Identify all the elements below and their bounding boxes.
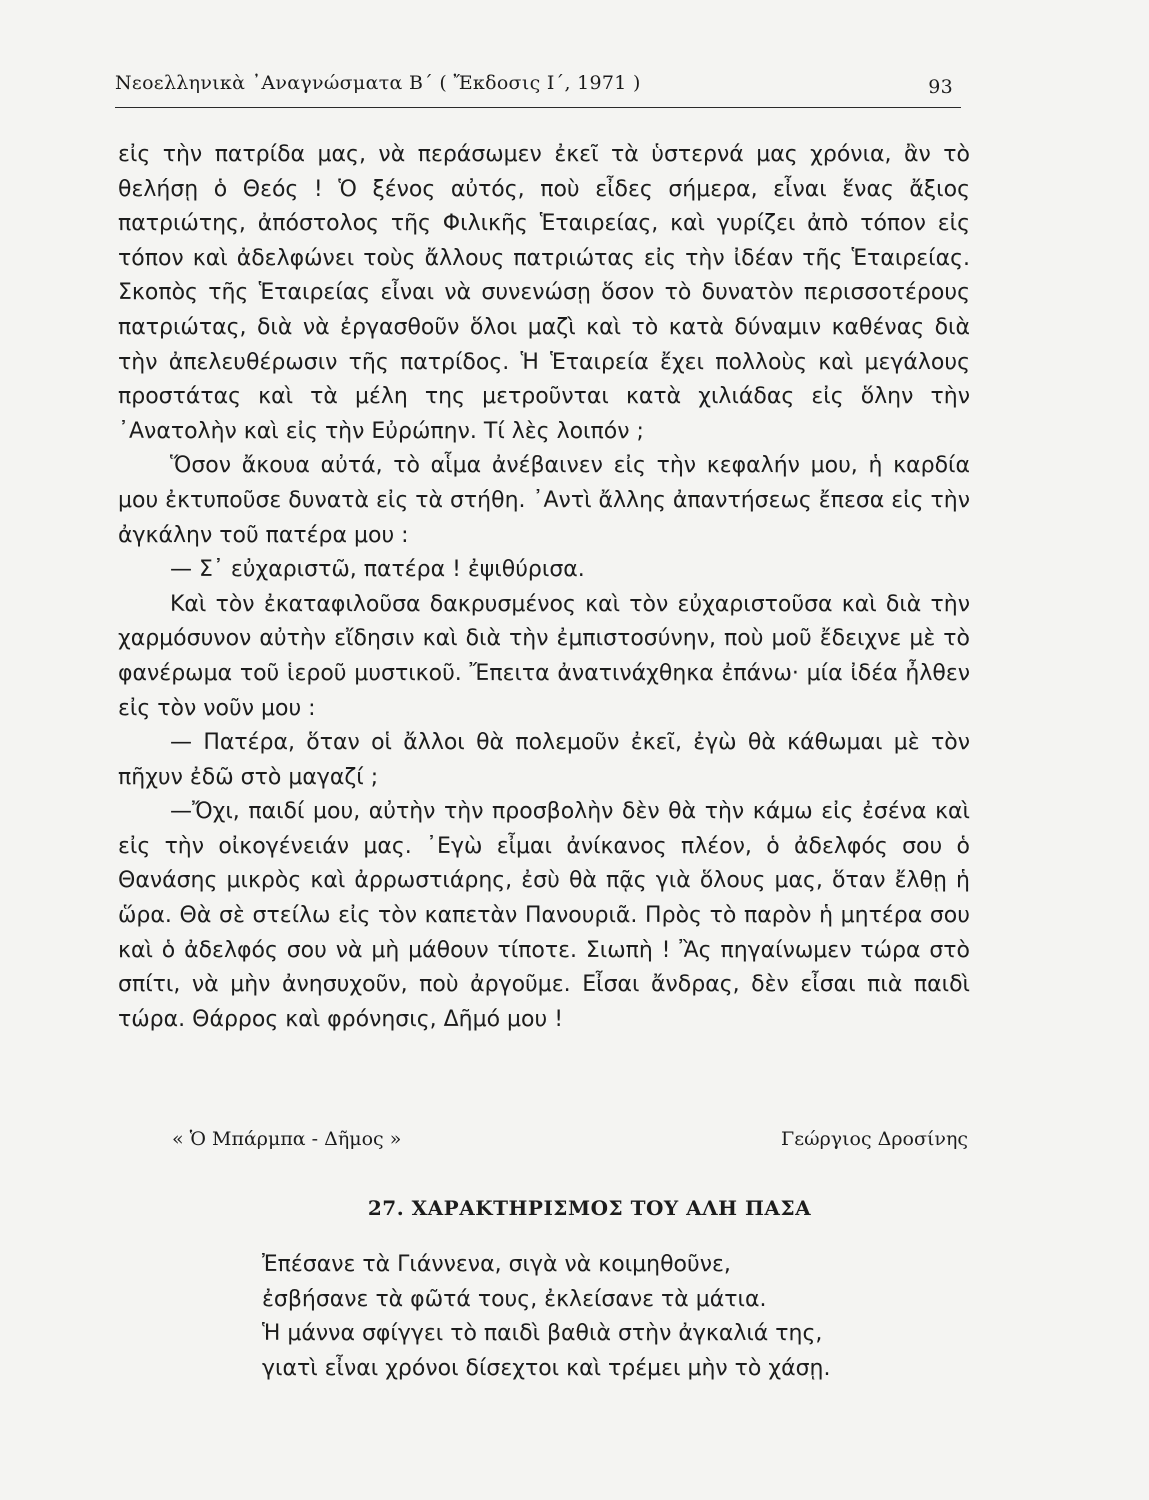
paragraph: Καὶ τὸν ἐκαταφιλοῦσα δακρυσμένος καὶ τὸν εὐχαριστοῦσα καὶ διὰ τὴν χαρμόσυνον αὐτὴν εἴδησιν καὶ διὰ τὴν ἐμπιστοσύνην, ποὺ μοῦ ἔδειχνε μὲ τὸ φανέρωμα τοῦ ἱεροῦ μυστικοῦ. Ἔπειτα ἀνατινάχθηκα ἐπάνω· μία ἰδέα ἦλθεν εἰς τὸν νοῦν μου : (118, 591, 970, 721)
citation (172, 1128, 968, 1150)
poem-line: ἐσβήσανε τὰ φῶτά τους, ἐκλείσανε τὰ μάτια. (262, 1286, 767, 1312)
page-number: 93 (928, 76, 953, 98)
citation-author: Γεώργιος Δροσίνης (781, 1128, 968, 1150)
citation-source: « Ὁ Μπάρμπα - Δῆμος » (172, 1128, 402, 1150)
poem-line: Ἡ μάννα σφίγγει τὸ παιδὶ βαθιὰ στὴν ἀγκαλιά της, (262, 1321, 823, 1346)
dialogue-line: —Ὄχι, παιδί μου, αὐτὴν τὴν προσβολὴν δὲν θὰ τὴν κάμω εἰς ἐσένα καὶ εἰς τὴν οἰκογένειάν μας. ᾿Εγὼ εἶμαι ἀνίκανος πλέον, ὁ ἀδελφός σου ὁ Θανάσης μικρὸς καὶ ἀρρωστιάρης, ἐσὺ θὰ πᾷς γιὰ ὅλους μας, ὅταν ἔλθῃ ἡ ὥρα. Θὰ σὲ στείλω εἰς τὸν καπετὰν Πανουριᾶ. Πρὸς τὸ παρὸν ἡ μητέρα σου καὶ ὁ ἀδελφός σου νὰ μὴ μάθουν τίποτε. Σιωπὴ ! Ἂς πηγαίνωμεν τώρα στὸ σπίτι, νὰ μὴν ἀνησυχοῦν, ποὺ ἀργοῦμε. Εἶσαι ἄνδρας, δὲν εἶσαι πιὰ παιδὶ τώρα. Θάρρος καὶ φρόνησις, Δῆμό μου ! (118, 799, 970, 1032)
header-rule (115, 107, 961, 108)
poem-line: γιατὶ εἶναι χρόνοι δίσεχτοι καὶ τρέμει μὴν τὸ χάσῃ. (262, 1355, 831, 1381)
prose-body (118, 138, 970, 1037)
dialogue-line: — Πατέρα, ὅταν οἱ ἄλλοι θὰ πολεμοῦν ἐκεῖ, ἐγὼ θὰ κάθωμαι μὲ τὸν πῆχυν ἐδῶ στὸ μαγαζί ; (118, 730, 970, 790)
running-title: Νεοελληνικὰ ᾿Αναγνώσματα Β΄ ( Ἔκδοσις Ι΄, 1971 ) (115, 72, 641, 94)
poem-line: Ἐπέσανε τὰ Γιάννενα, σιγὰ νὰ κοιμηθοῦνε, (262, 1252, 731, 1277)
dialogue-line: — Σ᾿ εὐχαριστῶ, πατέρα ! ἐψιθύρισα. (170, 557, 585, 583)
poem (262, 1248, 962, 1386)
paragraph: Ὅσον ἄκουα αὐτά, τὸ αἷμα ἀνέβαινεν εἰς τὴν κεφαλήν μου, ἡ καρδία μου ἐκτυποῦσε δυνατὰ εἰς τὰ στήθη. ᾿Αντὶ ἄλλης ἀπαντήσεως ἔπεσα εἰς τὴν ἀγκάλην τοῦ πατέρα μου : (118, 453, 970, 548)
section-title: 27. ΧΑΡΑΚΤΗΡΙΣΜΟΣ ΤΟΥ ΑΛΗ ΠΑΣΑ (367, 1196, 812, 1220)
running-header (115, 72, 961, 98)
paragraph: εἰς τὴν πατρίδα μας, νὰ περάσωμεν ἐκεῖ τὰ ὑστερνά μας χρόνια, ἂν τὸ θελήσῃ ὁ Θεός ! Ὁ ξένος αὐτός, ποὺ εἶδες σήμερα, εἶναι ἕνας ἄξιος πατριώτης, ἀπόστολος τῆς Φιλικῆς Ἑταιρείας, καὶ γυρίζει ἀπὸ τόπον εἰς τόπον καὶ ἀδελφώνει τοὺς ἄλλους πατριώτας εἰς τὴν ἰδέαν τῆς Ἑταιρείας. Σκοπὸς τῆς Ἑταιρείας εἶναι νὰ συνενώσῃ ὅσον τὸ δυνατὸν περισσοτέρους πατριώτας, διὰ νὰ ἐργασθοῦν ὅλοι μαζὶ καὶ τὸ κατὰ δύναμιν καθένας διὰ τὴν ἀπελευθέρωσιν τῆς πατρίδος. Ἡ Ἑταιρεία ἔχει πολλοὺς καὶ μεγάλους προστάτας καὶ τὰ μέλη της μετροῦνται κατὰ χιλιάδας εἰς ὅλην τὴν ᾿Ανατολὴν καὶ εἰς τὴν Εὐρώπην. Τί λὲς λοιπόν ; (118, 142, 970, 444)
